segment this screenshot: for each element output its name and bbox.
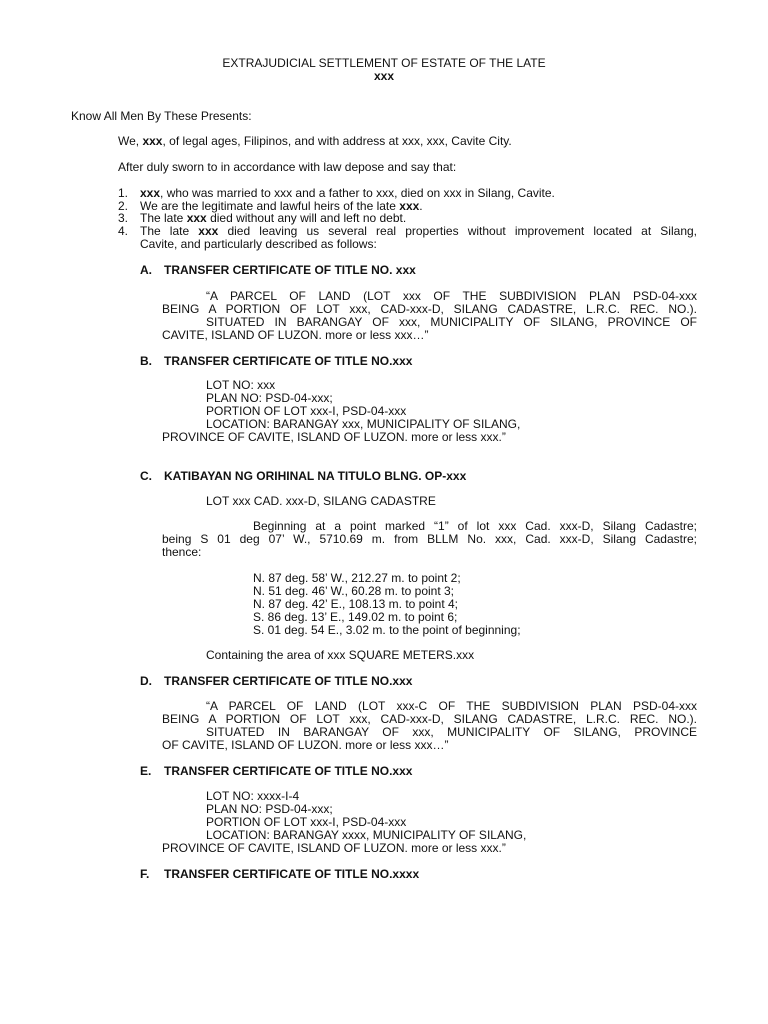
section-b-heading: TRANSFER CERTIFICATE OF TITLE NO.xxx [164, 354, 413, 368]
section-a-line: CAVITE, ISLAND OF LUZON. more or less xxx…” [162, 328, 429, 342]
section-e-letter: E. [140, 764, 152, 778]
section-c-begin: Beginning at a point marked “1” of lot xxx Cad. xxx-D, Silang Cadastre; [253, 519, 697, 533]
section-d-line: “A PARCEL OF LAND (LOT xxx-C OF THE SUBDIVISION PLAN PSD-04-xxx [206, 699, 697, 713]
bearing-line: S. 01 deg. 54 E., 3.02 m. to the point of beginning; [253, 623, 521, 637]
section-e-line: PORTION OF LOT xxx-I, PSD-04-xxx [206, 815, 407, 829]
section-c-lot: LOT xxx CAD. xxx-D, SILANG CADASTRE [206, 494, 436, 508]
section-f-letter: F. [140, 867, 150, 881]
section-e-heading: TRANSFER CERTIFICATE OF TITLE NO.xxx [164, 764, 413, 778]
section-a-line: BEING A PORTION OF LOT xxx, CAD-xxx-D, SILANG CADASTRE, L.R.C. REC. NO.). [162, 302, 697, 316]
list-number: 3. [118, 211, 129, 225]
section-e-line: LOT NO: xxxx-I-4 [206, 789, 300, 803]
section-c-heading: KATIBAYAN NG ORIHINAL NA TITULO BLNG. OP-xxx [164, 469, 467, 483]
list-item-continuation: Cavite, and particularly described as follows: [140, 237, 377, 251]
section-e-line: PLAN NO: PSD-04-xxx; [206, 802, 333, 816]
intro-line: Know All Men By These Presents: [71, 109, 252, 123]
section-a-letter: A. [140, 263, 152, 277]
section-e-line: PROVINCE OF CAVITE, ISLAND OF LUZON. more or less xxx.” [162, 841, 506, 855]
document-title: EXTRAJUDICIAL SETTLEMENT OF ESTATE OF THE LATE [222, 56, 546, 70]
section-c-begin: being S 01 deg 07’ W., 5710.69 m. from BLLM No. xxx, Cad. xxx-D, Silang Cadastre; [162, 532, 697, 546]
section-b-line: PORTION OF LOT xxx-I, PSD-04-xxx [206, 404, 407, 418]
sworn-line: After duly sworn to in accordance with law depose and say that: [118, 160, 457, 174]
list-item: xxx, who was married to xxx and a father to xxx, died on xxx in Silang, Cavite. [140, 186, 555, 200]
section-b-letter: B. [140, 354, 152, 368]
section-a-heading: TRANSFER CERTIFICATE OF TITLE NO. xxx [164, 263, 416, 277]
bearing-line: N. 87 deg. 58’ W., 212.27 m. to point 2; [253, 571, 461, 585]
section-c-area: Containing the area of xxx SQUARE METERS.xxx [206, 648, 475, 662]
section-a-line: SITUATED IN BARANGAY OF xxx, MUNICIPALITY OF SILANG, PROVINCE OF [206, 315, 697, 329]
section-c-letter: C. [140, 469, 152, 483]
list-number: 4. [118, 224, 129, 238]
section-b-line: LOT NO: xxx [206, 378, 276, 392]
section-b-line: PROVINCE OF CAVITE, ISLAND OF LUZON. more or less xxx.” [162, 430, 506, 444]
section-e-line: LOCATION: BARANGAY xxxx, MUNICIPALITY OF SILANG, [206, 828, 527, 842]
bearing-line: N. 87 deg. 42’ E., 108.13 m. to point 4; [253, 597, 459, 611]
section-d-letter: D. [140, 674, 152, 688]
list-item: The late xxx died without any will and left no debt. [140, 211, 407, 225]
section-f-heading: TRANSFER CERTIFICATE OF TITLE NO.xxxx [164, 867, 420, 881]
we-line: We, xxx, of legal ages, Filipinos, and with address at xxx, xxx, Cavite City. [118, 134, 512, 148]
deceased-name: xxx [373, 69, 395, 83]
section-d-line: SITUATED IN BARANGAY OF xxx, MUNICIPALITY OF SILANG, PROVINCE [206, 725, 697, 739]
section-d-heading: TRANSFER CERTIFICATE OF TITLE NO.xxx [164, 674, 413, 688]
list-number: 2. [118, 199, 129, 213]
section-b-line: PLAN NO: PSD-04-xxx; [206, 391, 333, 405]
list-item: We are the legitimate and lawful heirs of the late xxx. [140, 199, 423, 213]
bearing-line: N. 51 deg. 46’ W., 60.28 m. to point 3; [253, 584, 455, 598]
section-d-line: BEING A PORTION OF LOT xxx, CAD-xxx-D, SILANG CADASTRE, L.R.C. REC. NO.). [162, 712, 697, 726]
section-b-line: LOCATION: BARANGAY xxx, MUNICIPALITY OF SILANG, [206, 417, 521, 431]
section-a-line: “A PARCEL OF LAND (LOT xxx OF THE SUBDIVISION PLAN PSD-04-xxx [206, 289, 697, 303]
section-d-line: OF CAVITE, ISLAND OF LUZON. more or less xxx…” [162, 738, 449, 752]
list-number: 1. [118, 186, 129, 200]
section-c-begin: thence: [162, 545, 202, 559]
list-item: The late xxx died leaving us several real properties without improvement located at Silang, [140, 224, 697, 238]
bearing-line: S. 86 deg. 13’ E., 149.02 m. to point 6; [253, 610, 458, 624]
